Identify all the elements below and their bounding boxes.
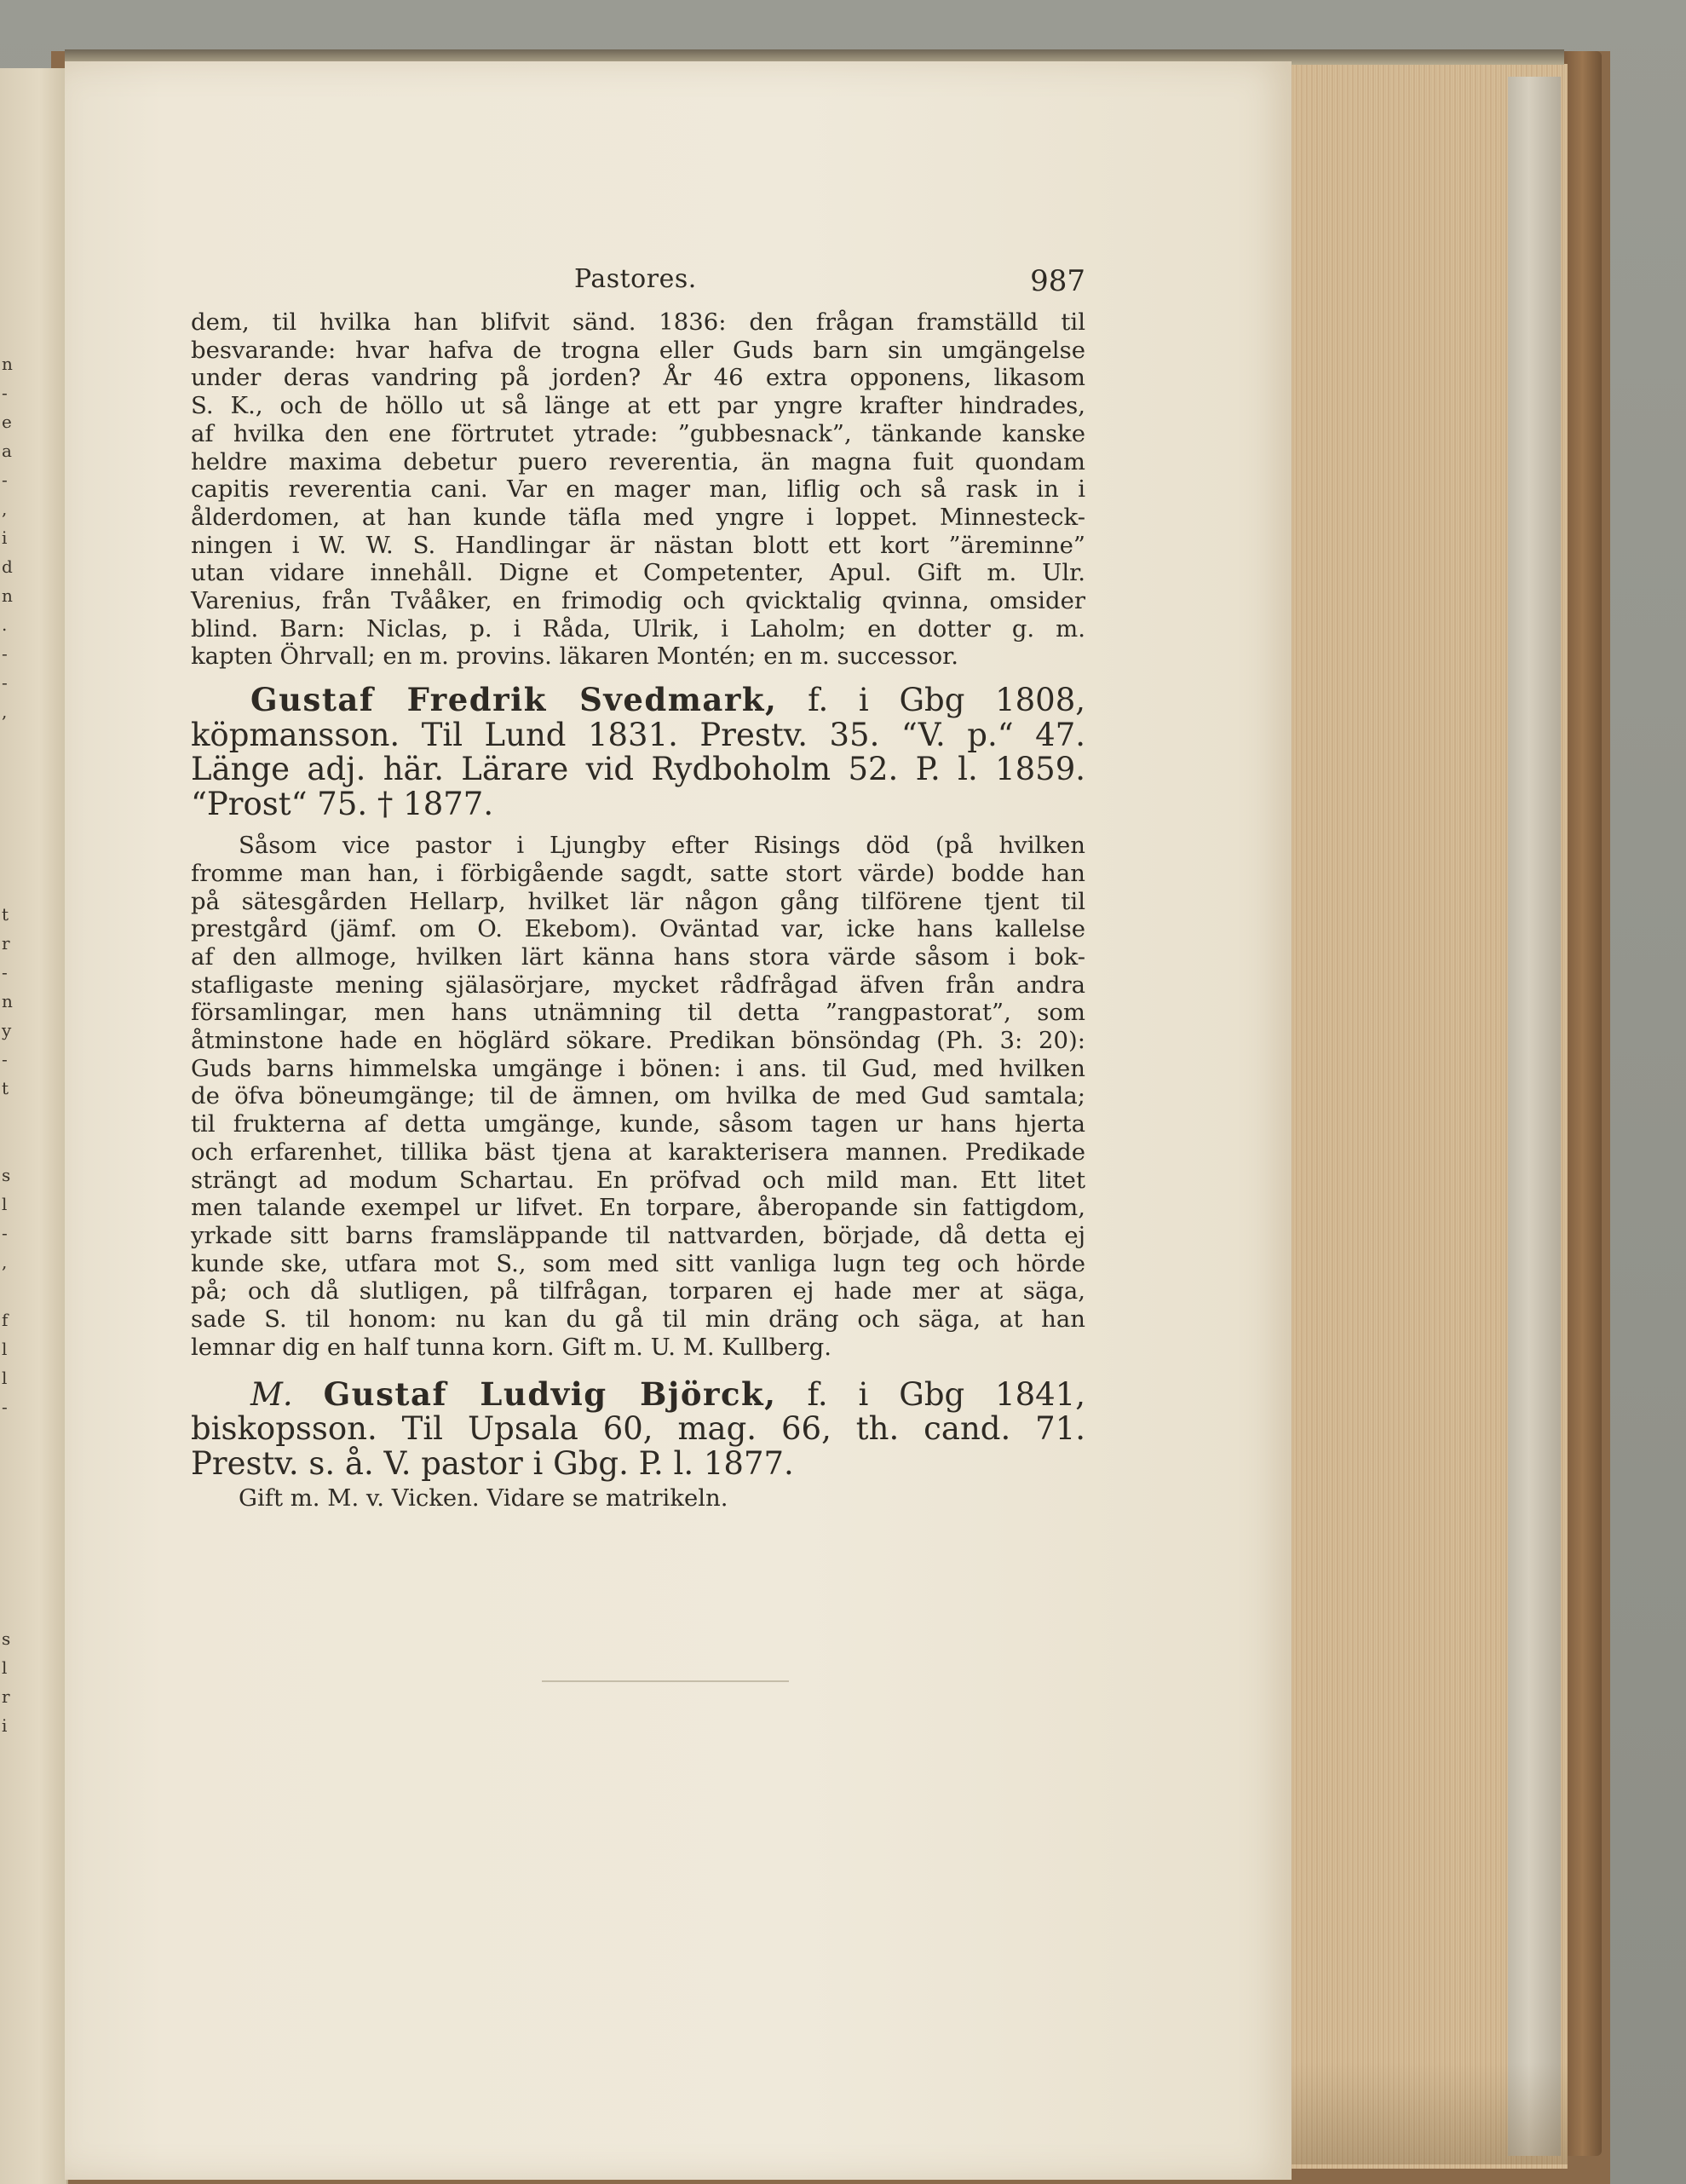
- text-line: blind. Barn: Niclas, p. i Råda, Ulrik, i Laholm; en dotter g. m.: [191, 614, 1085, 643]
- page-stack-edge: [1508, 77, 1561, 2156]
- text-line: stafligaste mening själasörjare, mycket rådfrågad äfven från andra: [191, 971, 1085, 999]
- text-line: Varenius, från Tvååker, en frimodig och qvicktalig qvinna, omsider: [191, 587, 1085, 615]
- facing-page-letter: a: [2, 441, 12, 461]
- svedmark-body: [191, 832, 1085, 1361]
- facing-page-letter: -: [2, 383, 8, 403]
- facing-page-letter: -: [2, 643, 8, 664]
- facing-page-letter: [2, 1479, 19, 1508]
- text-line: ningen i W. W. S. Handlingar är nästan blott ett kort ”äreminne”: [191, 531, 1085, 559]
- facing-page-letter: [2, 1537, 19, 1566]
- facing-page-letter: l: [2, 1368, 8, 1388]
- facing-page-letter: ,: [2, 1252, 8, 1272]
- text-line: heldre maxima debetur puero reverentia, än magna fuit quondam: [191, 447, 1085, 475]
- facing-page-letter: r: [2, 933, 10, 954]
- text-line: under deras vandring på jorden? År 46 extra opponens, likasom: [191, 364, 1085, 392]
- text-line: på; och då slutligen, på tilfrågan, torparen ej hade mer at säga,: [191, 1277, 1085, 1305]
- facing-page-letters: [2, 349, 19, 1740]
- text-line: capitis reverentia cani. Var en mager man, liflig och så rask in i: [191, 475, 1085, 504]
- entry-svedmark: [191, 683, 1085, 821]
- text-line: S. K., och de höllo ut så länge at ett par yngre krafter hindrades,: [191, 392, 1085, 420]
- page-header: [191, 264, 1085, 308]
- facing-page-letter: -: [2, 962, 8, 983]
- facing-page-letter: [2, 755, 19, 784]
- facing-page-letter: [2, 813, 19, 842]
- facing-page-letter: [2, 1595, 19, 1624]
- section-rule: [542, 1680, 789, 1682]
- text-line: och erfarenhet, tillika bäst tjena at karakterisera mannen. Predikade: [191, 1138, 1085, 1166]
- facing-page-letter: s: [2, 1165, 11, 1185]
- facing-page-letter: ,: [2, 701, 8, 722]
- facing-page-letter: -: [2, 1397, 8, 1417]
- entry-text: f. i Gbg 1808, köpmansson. Til Lund 1831. Prestv. 35. “V. p.“ 47. Länge adj. här. Lärare vid Rydboholm 52. P. l. 1859. “Prost“ 75. † 1877.: [191, 682, 1085, 822]
- text-line: Guds barns himmelska umgänge i bönen: i ans. til Gud, med hvilken: [191, 1054, 1085, 1082]
- facing-page-letter: -: [2, 470, 8, 490]
- text-line: strängt ad modum Schartau. En pröfvad och mild man. Ett litet: [191, 1166, 1085, 1194]
- facing-page-letter: ,: [2, 498, 8, 519]
- text-line: lemnar dig en half tunna korn. Gift m. U. M. Kullberg.: [191, 1333, 831, 1361]
- page-stack-shadow: [1278, 2062, 1568, 2164]
- facing-page-edge: [0, 68, 68, 2184]
- text-line: kapten Öhrvall; en m. provins. läkaren Montén; en m. successor.: [191, 643, 959, 671]
- facing-page-letter: [2, 784, 19, 813]
- text-line: prestgård (jämf. om O. Ekebom). Oväntad var, icke hans kallelse: [191, 915, 1085, 943]
- facing-page-letter: r: [2, 1686, 10, 1707]
- text-line: yrkade sitt barns framsläppande til nattvarden, började, då detta ej: [191, 1221, 1085, 1249]
- entry-text: f. i Gbg 1841, biskopsson. Til Upsala 60, mag. 66, th. cand. 71. Prestv. s. å. V. pastor i Gbg. P. l. 1877.: [191, 1375, 1086, 1482]
- text-line: församlingar, men hans utnämning til detta ”rangpastorat”, som: [191, 999, 1085, 1027]
- facing-page-letter: i: [2, 527, 8, 548]
- facing-page-letter: [2, 1276, 19, 1305]
- facing-page-letter: l: [2, 1194, 8, 1214]
- text-line: dem, til hvilka han blifvit sänd. 1836: den frågan framställd til: [191, 308, 1085, 336]
- facing-page-letter: s: [2, 1628, 11, 1649]
- facing-page-letter: n: [2, 585, 13, 606]
- facing-page-letter: n: [2, 991, 13, 1011]
- facing-page-letter: e: [2, 412, 12, 432]
- facing-page-letter: [2, 1508, 19, 1537]
- text-line: ålderdomen, at han kunde täfla med yngre i loppet. Minnesteck-: [191, 503, 1085, 531]
- facing-page-letter: l: [2, 1339, 8, 1359]
- facing-page-letter: -: [2, 672, 8, 693]
- facing-page-letter: i: [2, 1715, 8, 1736]
- facing-page-letter: f: [2, 1310, 9, 1330]
- text-line: utan vidare innehåll. Digne et Competenter, Apul. Gift m. Ulr.: [191, 559, 1085, 587]
- facing-page-letter: [2, 1450, 19, 1479]
- facing-page-letter: [2, 1103, 19, 1132]
- book-spine-edge: [1563, 51, 1602, 2156]
- page-number: 987: [1030, 264, 1085, 298]
- text-line: sade S. til honom: nu kan du gå til min dräng och säga, at han: [191, 1305, 1085, 1334]
- text-line: åtminstone hade en höglärd sökare. Predikan bönsöndag (Ph. 3: 20):: [191, 1027, 1085, 1055]
- text-line: men talande exempel ur lifvet. En torpare, åberopande sin fattigdom,: [191, 1194, 1085, 1222]
- facing-page-letter: t: [2, 904, 9, 925]
- bjorck-note: Gift m. M. v. Vicken. Vidare se matrikeln.: [239, 1484, 728, 1512]
- facing-page-letter: [2, 726, 19, 755]
- facing-page-letter: [2, 1566, 19, 1595]
- facing-page-letter: l: [2, 1657, 8, 1678]
- entry-name: Gustaf Fredrik Svedmark,: [250, 681, 778, 719]
- entry-bjorck: [191, 1374, 1086, 1482]
- text-line: til frukterna af detta umgänge, kunde, såsom tagen ur hans hjerta: [191, 1110, 1085, 1138]
- text-line: Såsom vice pastor i Ljungby efter Risings död (på hvilken: [239, 832, 1085, 860]
- text-line: fromme man han, i förbigående sagdt, satte stort värde) bodde han: [191, 859, 1085, 887]
- facing-page-letter: d: [2, 556, 13, 577]
- facing-page-letter: [2, 871, 19, 900]
- facing-page-letter: y: [2, 1020, 12, 1040]
- facing-page-letter: [2, 842, 19, 871]
- entry-name: Gustaf Ludvig Björck,: [323, 1374, 777, 1413]
- text-line: kunde ske, utfara mot S., som med sitt vanliga lugn teg och hörde: [191, 1249, 1085, 1277]
- facing-page-letter: t: [2, 1078, 9, 1098]
- text-line: besvarande: hvar hafva de trogna eller Guds barn sin umgängelse: [191, 336, 1085, 364]
- text-line: de öfva böneumgänge; til de ämnen, om hvilka de med Gud samtala;: [191, 1082, 1085, 1110]
- text-line: af hvilka den ene förtrutet ytrade: ”gubbesnack”, tänkande kanske: [191, 419, 1085, 447]
- facing-page-letter: n: [2, 354, 13, 374]
- page-content: [191, 264, 1085, 1513]
- running-head: Pastores.: [574, 264, 697, 294]
- facing-page-letter: [2, 1421, 19, 1450]
- facing-page-letter: [2, 1132, 19, 1161]
- facing-page-letter: -: [2, 1049, 8, 1069]
- text-line: af den allmoge, hvilken lärt känna hans stora värde såsom i bok-: [191, 942, 1085, 971]
- text-line: på sätesgården Hellarp, hvilket lär någon gång tilförene tjent til: [191, 887, 1085, 915]
- facing-page-letter: .: [2, 614, 8, 635]
- book-page: [65, 61, 1292, 2180]
- facing-page-letter: -: [2, 1223, 8, 1243]
- intro-paragraph: [191, 308, 1085, 671]
- entry-prefix: M.: [250, 1375, 293, 1413]
